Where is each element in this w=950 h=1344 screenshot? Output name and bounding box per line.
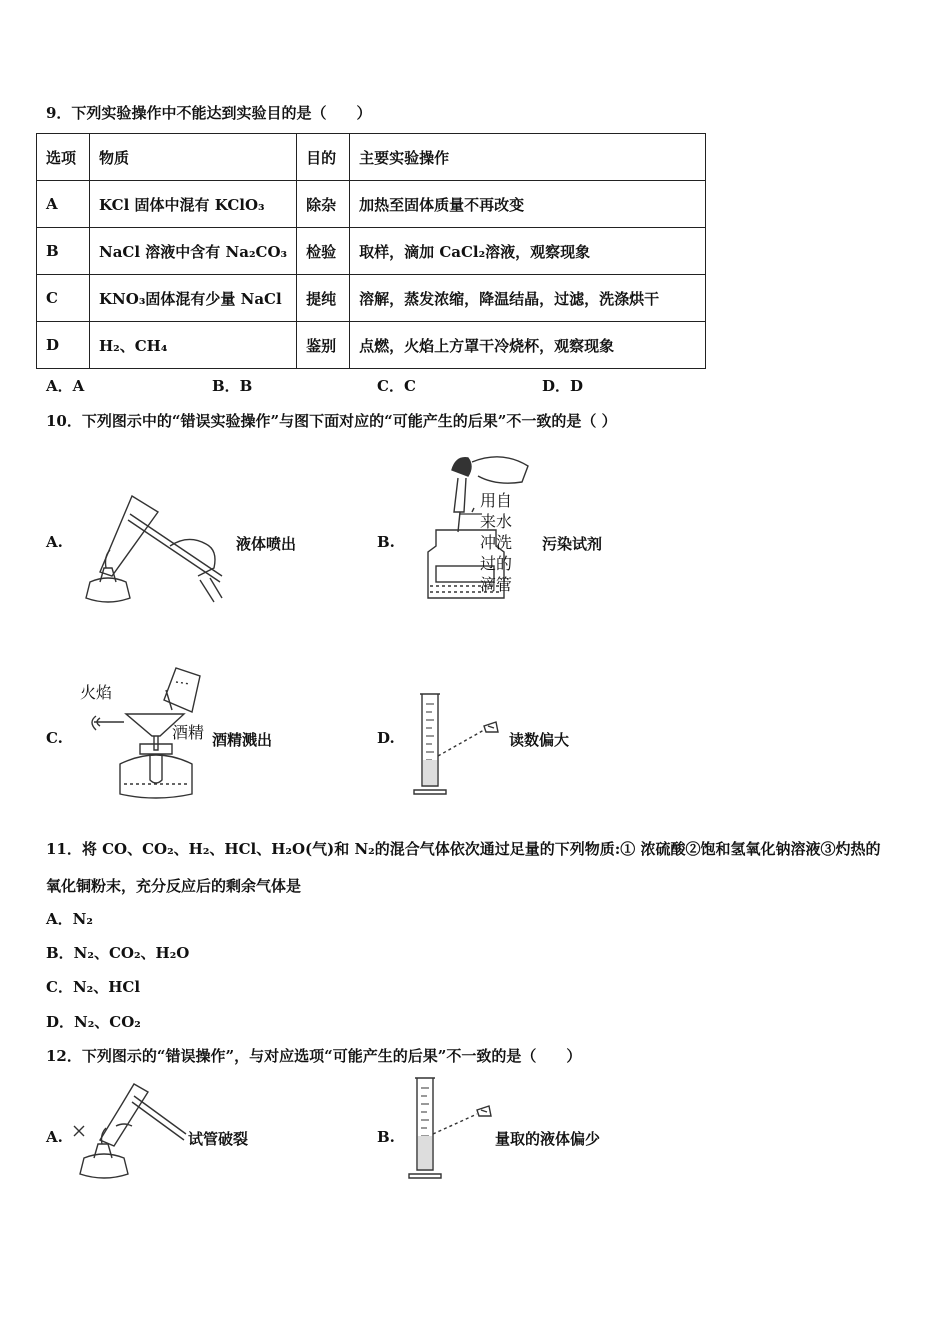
dropper-note [480, 490, 512, 595]
dropper-note-line: 来水 [480, 512, 513, 531]
alcohol-label: 酒精 [172, 723, 205, 742]
cell-substance: H₂、CH₄ [90, 322, 297, 369]
cell-operation: 溶解，蒸发浓缩，降温结晶，过滤，洗涤烘干 [350, 275, 706, 322]
graduated-cylinder-illustration [410, 690, 510, 800]
table-header-row [37, 134, 706, 181]
q10-stem: 10．下列图示中的“错误实验操作”与图下面对应的“可能产生的后果”不一致的是（ ） [46, 412, 617, 430]
cell-option: C [37, 275, 90, 322]
cell-operation: 取样，滴加 CaCl₂溶液，观察现象 [350, 228, 706, 275]
cell-option: A [37, 181, 90, 228]
table-row [37, 228, 706, 275]
graduated-cylinder-illustration [405, 1074, 505, 1184]
q9-choice-a[interactable]: A．A [46, 377, 85, 395]
q10-option-d-label[interactable]: D. [377, 729, 395, 747]
q9-choice-d[interactable]: D．D [542, 377, 584, 395]
cell-operation: 点燃，火焰上方罩干冷烧杯，观察现象 [350, 322, 706, 369]
alcohol-lamp-illustration [80, 660, 210, 802]
dropper-note-line: 滴管 [480, 575, 513, 594]
q11-choice-d[interactable]: D．N₂、CO₂ [46, 1013, 141, 1031]
col-header-substance: 物质 [90, 134, 297, 181]
q11-choice-c[interactable]: C．N₂、HCl [46, 978, 141, 996]
q10-option-d-caption: 读数偏大 [509, 731, 570, 749]
q12-option-b-label[interactable]: B. [377, 1128, 395, 1146]
col-header-option: 选项 [37, 134, 90, 181]
q12-option-b-caption: 量取的液体偏少 [495, 1130, 601, 1148]
dropper-note-line: 用自 [480, 491, 513, 510]
q10-option-a-caption: 液体喷出 [236, 535, 297, 553]
cell-aim: 检验 [297, 228, 350, 275]
cell-operation: 加热至固体质量不再改变 [350, 181, 706, 228]
q12-option-a-label[interactable]: A. [46, 1128, 63, 1146]
flame-label: 火焰 [80, 683, 113, 702]
q12-option-a-caption: 试管破裂 [188, 1130, 249, 1148]
cell-substance: KCl 固体中混有 KClO₃ [90, 181, 297, 228]
cell-aim: 除杂 [297, 181, 350, 228]
cell-aim: 提纯 [297, 275, 350, 322]
note-pointer-line [460, 510, 484, 520]
heating-test-tube-cross-illustration [72, 1076, 192, 1184]
table-row [37, 322, 706, 369]
q11-stem-line1: 11．将 CO、CO₂、H₂、HCl、H₂O(气)和 N₂的混合气体依次通过足量的下列物质:① 浓硫酸②饱和氢氧化钠溶液③灼热的 [46, 840, 881, 858]
cell-option: B [37, 228, 90, 275]
col-header-operation: 主要实验操作 [350, 134, 706, 181]
q11-stem-line2: 氧化铜粉末，充分反应后的剩余气体是 [46, 877, 302, 895]
q10-option-b-label[interactable]: B. [377, 533, 395, 551]
q11-choice-a[interactable]: A．N₂ [46, 910, 93, 928]
q10-option-a-label[interactable]: A. [46, 533, 63, 551]
table-row [37, 181, 706, 228]
q12-stem: 12．下列图示的“错误操作”，与对应选项“可能产生的后果”不一致的是（ ） [46, 1047, 582, 1065]
table-row [37, 275, 706, 322]
q9-choice-b[interactable]: B．B [212, 377, 253, 395]
heating-test-tube-illustration [70, 490, 230, 610]
cell-substance: KNO₃固体混有少量 NaCl [90, 275, 297, 322]
dropper-note-line: 过的 [480, 554, 513, 573]
cell-option: D [37, 322, 90, 369]
cell-aim: 鉴别 [297, 322, 350, 369]
dropper-note-line: 冲洗 [480, 533, 513, 552]
q9-stem: 9．下列实验操作中不能达到实验目的是（ ） [46, 104, 372, 122]
cell-substance: NaCl 溶液中含有 Na₂CO₃ [90, 228, 297, 275]
q11-choice-b[interactable]: B．N₂、CO₂、H₂O [46, 944, 190, 962]
q10-option-b-caption: 污染试剂 [542, 535, 603, 553]
q10-option-c-caption: 酒精溅出 [212, 731, 273, 749]
col-header-aim: 目的 [297, 134, 350, 181]
q9-choice-c[interactable]: C．C [377, 377, 416, 395]
q9-table [36, 133, 706, 369]
q10-option-c-label[interactable]: C. [46, 729, 63, 747]
